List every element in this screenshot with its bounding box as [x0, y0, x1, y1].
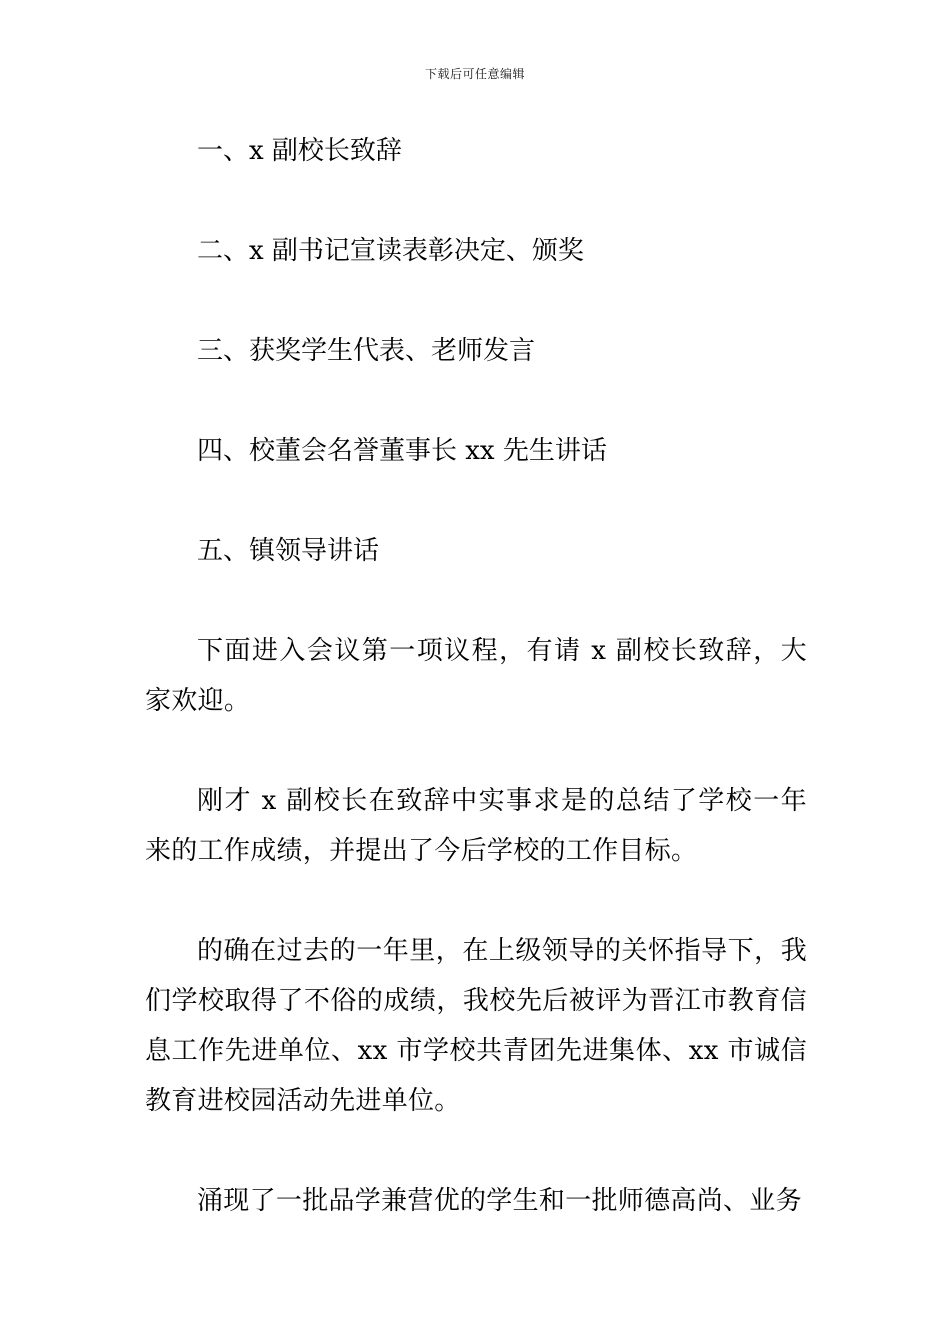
- agenda-item: 一、x 副校长致辞: [197, 136, 402, 166]
- agenda-item: 三、获奖学生代表、老师发言: [197, 336, 536, 366]
- body-paragraph: 涌现了一批品学兼营优的学生和一批师德高尚、业务: [197, 1186, 802, 1216]
- agenda-item: 五、镇领导讲话: [197, 536, 380, 566]
- agenda-item: 四、校董会名誉董事长 xx 先生讲话: [197, 436, 607, 466]
- document-body: [145, 126, 807, 1226]
- body-paragraph: 刚才 x 副校长在致辞中实事求是的总结了学校一年来的工作成绩，并提出了今后学校的工作目标。: [145, 786, 807, 866]
- agenda-item: 二、x 副书记宣读表彰决定、颁奖: [197, 236, 584, 266]
- body-paragraph: 的确在过去的一年里，在上级领导的关怀指导下，我们学校取得了不俗的成绩，我校先后被评为晋江市教育信息工作先进单位、xx 市学校共青团先进集体、xx 市诚信教育进校园活动先进单位。: [145, 936, 807, 1116]
- header-note: 下载后可任意编辑: [424, 67, 525, 81]
- body-paragraph: 下面进入会议第一项议程，有请 x 副校长致辞，大家欢迎。: [145, 636, 807, 716]
